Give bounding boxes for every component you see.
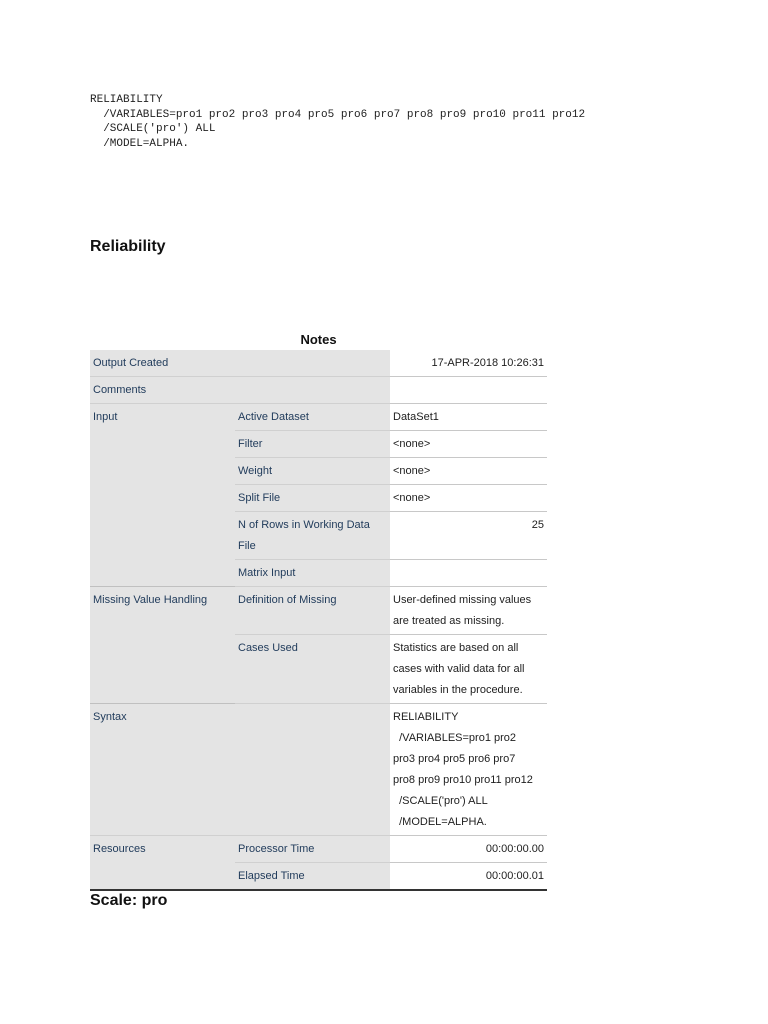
cell-value <box>390 560 547 587</box>
row-sublabel: Elapsed Time <box>235 863 390 891</box>
cell-value: <none> <box>390 485 547 512</box>
row-label-resources: Resources <box>90 836 235 891</box>
row-label-syntax: Syntax <box>90 704 390 836</box>
table-row <box>90 587 547 635</box>
syntax-cell-line: RELIABILITY <box>393 711 459 723</box>
table-row <box>90 704 547 836</box>
table-row <box>90 836 547 863</box>
section-heading-scale: Scale: pro <box>90 892 168 909</box>
syntax-cell-line: pro8 pro9 pro10 pro11 pro12 <box>393 774 533 786</box>
syntax-cell-line: /SCALE('pro') ALL <box>393 795 488 807</box>
row-sublabel: Split File <box>235 485 390 512</box>
cell-comments <box>390 377 547 404</box>
row-sublabel: Cases Used <box>235 635 390 704</box>
syntax-line: /VARIABLES=pro1 pro2 pro3 pro4 pro5 pro6 pro7 pro8 pro9 pro10 pro11 pro12 <box>90 108 586 121</box>
notes-table <box>90 350 547 891</box>
cell-value: <none> <box>390 458 547 485</box>
table-row <box>90 350 547 377</box>
cell-value: <none> <box>390 431 547 458</box>
row-label-comments: Comments <box>90 377 390 404</box>
cell-value: 00:00:00.00 <box>390 836 547 863</box>
row-sublabel: Filter <box>235 431 390 458</box>
row-sublabel: Processor Time <box>235 836 390 863</box>
cell-output-created: 17-APR-2018 10:26:31 <box>390 350 547 377</box>
syntax-cell-line: /MODEL=ALPHA. <box>393 816 487 828</box>
cell-value: DataSet1 <box>390 404 547 431</box>
row-sublabel: Weight <box>235 458 390 485</box>
notes-table-title: Notes <box>300 332 337 347</box>
row-label-missing-value-handling: Missing Value Handling <box>90 587 235 704</box>
syntax-line: /MODEL=ALPHA. <box>90 137 190 150</box>
row-sublabel: Active Dataset <box>235 404 390 431</box>
syntax-line: /SCALE('pro') ALL <box>90 123 216 135</box>
syntax-cell-line: /VARIABLES=pro1 pro2 <box>393 732 517 744</box>
cell-value: 00:00:00.01 <box>390 863 547 891</box>
row-sublabel: N of Rows in Working Data File <box>235 512 390 560</box>
row-sublabel: Matrix Input <box>235 560 390 587</box>
section-heading-reliability: Reliability <box>90 238 166 255</box>
syntax-code-block <box>90 93 585 151</box>
cell-syntax <box>390 704 547 836</box>
syntax-line: RELIABILITY <box>90 94 163 106</box>
row-label-output-created: Output Created <box>90 350 390 377</box>
table-row <box>90 377 547 404</box>
cell-value: 25 <box>390 512 547 560</box>
table-row <box>90 404 547 431</box>
row-sublabel: Definition of Missing <box>235 587 390 635</box>
syntax-cell-line: pro3 pro4 pro5 pro6 pro7 <box>393 753 516 765</box>
cell-value: Statistics are based on all cases with valid data for all variables in the procedure. <box>390 635 547 704</box>
cell-value: User-defined missing values are treated as missing. <box>390 587 547 635</box>
row-label-input: Input <box>90 404 235 587</box>
